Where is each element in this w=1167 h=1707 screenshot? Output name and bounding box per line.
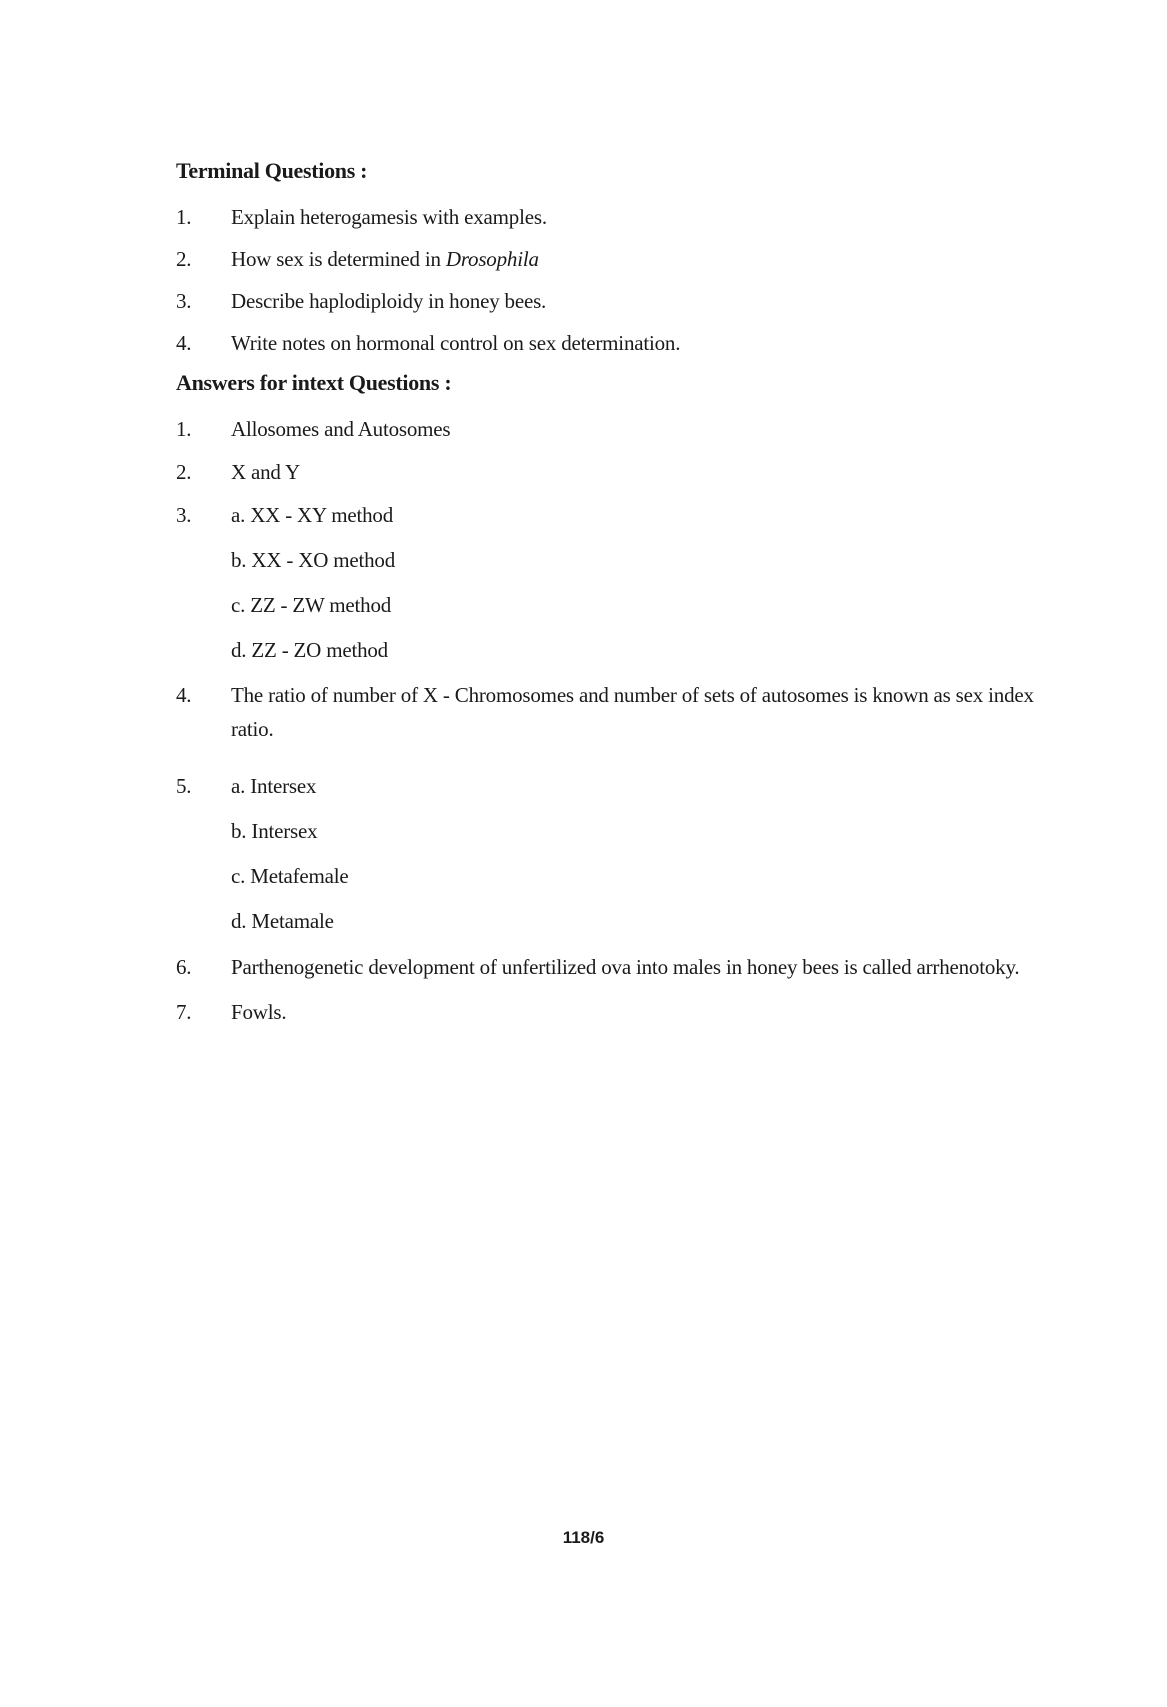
question-number: 4. xyxy=(176,331,192,355)
answer-subitem: b. Intersex xyxy=(231,819,318,843)
answer-text: X and Y xyxy=(231,460,300,484)
question-text: Write notes on hormonal control on sex determination. xyxy=(231,331,681,355)
answer-subitem: d. ZZ - ZO method xyxy=(231,638,388,662)
answer-number: 7. xyxy=(176,1000,192,1024)
answer-number: 3. xyxy=(176,503,192,527)
answer-text: a. XX - XY method xyxy=(231,503,394,527)
answer-number: 1. xyxy=(176,417,192,441)
answer-subitem: d. Metamale xyxy=(231,909,334,933)
answer-number: 5. xyxy=(176,774,192,798)
answer-number: 4. xyxy=(176,683,192,707)
answer-number: 2. xyxy=(176,460,192,484)
question-number: 3. xyxy=(176,289,192,313)
question-text: Describe haplodiploidy in honey bees. xyxy=(231,289,547,313)
answers-heading: Answers for intext Questions : xyxy=(176,370,452,395)
page-number: 118/6 xyxy=(562,1528,605,1547)
question-text: Explain heterogamesis with examples. xyxy=(231,205,547,229)
question-text xyxy=(231,242,1076,276)
answer-text: a. Intersex xyxy=(231,774,317,798)
terminal-questions-heading: Terminal Questions : xyxy=(176,158,368,183)
question-number: 2. xyxy=(176,247,192,271)
species-name-italic: Drosophila xyxy=(445,247,539,271)
answer-text: The ratio of number of X - Chromosomes and number of sets of autosomes is known as sex index ratio. xyxy=(231,683,1034,741)
answer-subitem: b. XX - XO method xyxy=(231,548,395,572)
answer-text: Parthenogenetic development of unfertilized ova into males in honey bees is called arrhenotoky. xyxy=(231,955,1020,979)
answer-subitem: c. Metafemale xyxy=(231,864,349,888)
question-text-plain: How sex is determined in xyxy=(231,247,446,271)
answer-text: Fowls. xyxy=(231,1000,287,1024)
question-number: 1. xyxy=(176,205,192,229)
answer-number: 6. xyxy=(176,955,192,979)
answer-text: Allosomes and Autosomes xyxy=(231,417,451,441)
answer-subitem: c. ZZ - ZW method xyxy=(231,593,392,617)
